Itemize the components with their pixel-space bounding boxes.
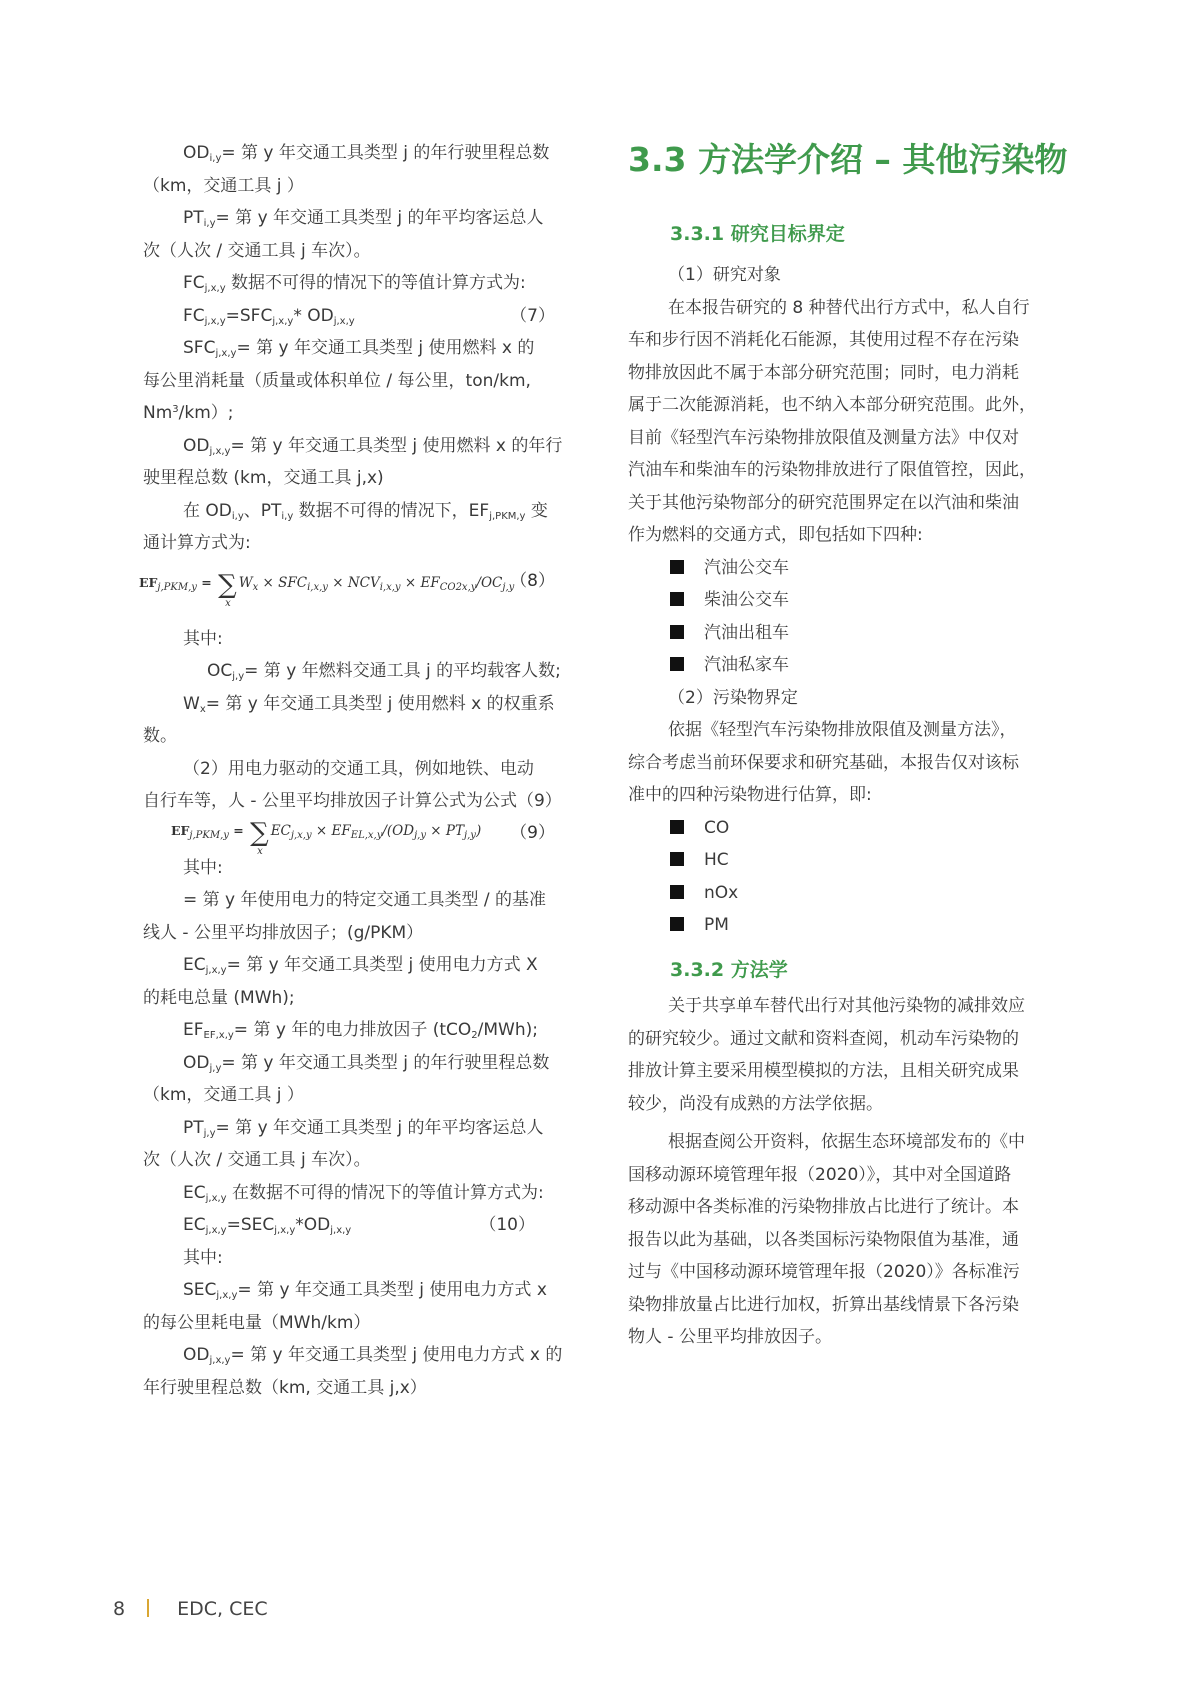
subscript: j,x,y xyxy=(272,315,294,327)
text: （2）用电力驱动的交通工具，例如地铁、电动 xyxy=(183,758,534,779)
square-bullet-icon xyxy=(670,852,684,866)
text-line xyxy=(628,1224,1064,1257)
text: 其中: xyxy=(183,628,223,649)
text: /MWh); xyxy=(477,1020,538,1040)
subscript: j,x,y xyxy=(216,1290,238,1301)
text: = 第 y 年交通工具类型 j 的年平均客运总人 xyxy=(215,1117,544,1138)
text: （2）污染物界定 xyxy=(668,687,798,708)
subscript: 2 xyxy=(471,1030,478,1041)
superscript: 3 xyxy=(172,404,179,415)
square-bullet-icon xyxy=(670,917,684,931)
text: PT xyxy=(183,208,204,228)
text: = 第 y 年交通工具类型 j 使用燃料 x 的权重系 xyxy=(205,693,555,714)
text: EC xyxy=(183,1182,206,1203)
text: 柴油公交车 xyxy=(704,590,789,610)
text-line xyxy=(143,949,575,982)
subscript: j,PKM,y xyxy=(189,829,229,841)
subscript: j,x,y xyxy=(204,283,226,294)
text-line xyxy=(143,1079,575,1112)
text: *OD xyxy=(295,1215,331,1235)
text: = 第 y 年交通工具类型 j 的年行驶里程总数 xyxy=(221,143,550,163)
text-line xyxy=(628,990,1064,1023)
subscript: EL,x,y xyxy=(350,829,383,841)
text: 的研究较少。通过文献和资料查阅，机动车污染物的 xyxy=(628,1028,1019,1049)
text: 自行车等，人 - 公里平均排放因子计算公式为公式（9） xyxy=(143,791,562,811)
right-text-c xyxy=(628,1126,1064,1354)
text-line xyxy=(628,1088,1064,1121)
text: = 第 y 年交通工具类型 j 使用电力方式 X xyxy=(226,955,538,975)
text: × SFC xyxy=(258,574,308,591)
text-line xyxy=(628,1191,1064,1224)
text: = 第 y 年交通工具类型 j 使用电力方式 x xyxy=(237,1280,547,1300)
formula-lhs: EF xyxy=(171,822,190,838)
page-number: 8 xyxy=(113,1598,126,1620)
left-text-c xyxy=(143,852,575,1405)
square-bullet-icon xyxy=(670,560,684,574)
text-line xyxy=(628,324,1064,357)
text-line xyxy=(143,202,575,235)
text: 目前《轻型汽车污染物排放限值及测量方法》中仅对 xyxy=(628,427,1019,448)
equation-number: （7） xyxy=(510,305,555,326)
square-bullet-icon xyxy=(670,820,684,834)
text: 年行驶里程总数（km, 交通工具 j,x） xyxy=(143,1377,427,1398)
text: （km，交通工具 j ） xyxy=(143,1085,304,1105)
text: 作为燃料的交通方式，即包括如下四种: xyxy=(628,525,923,545)
text: 排放计算主要采用模型模拟的方法，且相关研究成果 xyxy=(628,1061,1019,1081)
text: FC xyxy=(183,273,205,293)
text-line xyxy=(628,1126,1064,1159)
text-line xyxy=(628,1055,1064,1088)
text: OD xyxy=(183,1052,210,1073)
list-item xyxy=(628,909,1064,942)
left-column xyxy=(139,137,575,1404)
text-line xyxy=(143,1307,575,1340)
text: 次（人次 / 交通工具 j 车次）。 xyxy=(143,240,371,261)
text-line xyxy=(143,688,575,721)
text: 的耗电总量 (MWh); xyxy=(143,987,295,1008)
text: = 第 y 年交通工具类型 j 的年平均客运总人 xyxy=(215,208,544,228)
text-line xyxy=(143,1242,575,1275)
text: 物排放因此不属于本部分研究范围；同时，电力消耗 xyxy=(628,362,1019,383)
text-line xyxy=(143,1014,575,1047)
text: EF xyxy=(183,1020,204,1040)
text: 过与《中国移动源环境管理年报（2020）》各标准污 xyxy=(628,1262,1020,1282)
sum-index: x xyxy=(257,845,263,857)
text: = 第 y 年交通工具类型 j 的年行驶里程总数 xyxy=(221,1052,550,1073)
text: ) xyxy=(475,822,482,839)
subscript: i,y xyxy=(231,510,244,522)
formula-lhs: EF xyxy=(139,574,158,590)
text: 在 OD xyxy=(183,500,232,521)
text-line xyxy=(143,1209,575,1242)
text-line xyxy=(628,682,1064,715)
subscript: j,x,y xyxy=(209,1355,231,1366)
subscript: x xyxy=(252,581,259,593)
text: 根据查阅公开资料，依据生态环境部发布的《中 xyxy=(668,1132,1025,1152)
text-line xyxy=(143,527,575,560)
text: 汽油私家车 xyxy=(704,655,789,675)
text-line xyxy=(628,519,1064,552)
list-item xyxy=(628,844,1064,877)
text-line xyxy=(628,779,1064,812)
text: 移动源中各类标准的污染物排放占比进行了统计。本 xyxy=(628,1197,1019,1217)
subscript: i,y xyxy=(203,218,216,229)
text: × NCV xyxy=(327,574,380,591)
footer-divider xyxy=(147,1599,149,1617)
subscript: EF,x,y xyxy=(203,1030,234,1041)
text-line xyxy=(628,1321,1064,1354)
text-line xyxy=(143,170,575,203)
text: 综合考虑当前环保要求和研究基础，本报告仅对该标 xyxy=(628,752,1019,773)
text: 关于共享单车替代出行对其他污染物的减排效应 xyxy=(668,996,1025,1016)
subsection-title-3-3-2: 3.3.2 方法学 xyxy=(670,959,788,981)
equation-number: （10） xyxy=(479,1215,535,1235)
subscript: j,y xyxy=(464,829,476,841)
text: 关于其他污染物部分的研究范围界定在以汽油和柴油 xyxy=(628,492,1019,513)
text-line xyxy=(143,884,575,917)
text: 汽油公交车 xyxy=(704,557,789,578)
text: 汽油出租车 xyxy=(704,622,789,643)
text: HC xyxy=(704,850,729,870)
text: 属于二次能源消耗，也不纳入本部分研究范围。此外， xyxy=(628,395,1036,415)
text-line xyxy=(143,397,575,430)
text: /OC xyxy=(476,574,503,591)
text: 每公里消耗量（质量或体积单位 / 每公里，ton/km, xyxy=(143,370,531,391)
text: 数。 xyxy=(143,726,177,746)
text-line xyxy=(143,1274,575,1307)
text: 通计算方式为: xyxy=(143,533,251,553)
text: OD xyxy=(183,143,210,163)
text: =SEC xyxy=(226,1215,275,1235)
text: 、PT xyxy=(243,500,282,521)
text: SEC xyxy=(183,1280,217,1300)
text-line xyxy=(143,785,575,818)
text-line xyxy=(143,1339,575,1372)
text-line xyxy=(628,1289,1064,1322)
page-footer xyxy=(113,1598,268,1620)
equals-sign: = xyxy=(228,822,249,838)
footer-org: EDC, CEC xyxy=(177,1598,268,1620)
square-bullet-icon xyxy=(670,625,684,639)
text-line xyxy=(628,357,1064,390)
text: Nm xyxy=(143,403,173,423)
text: × EF xyxy=(400,574,440,591)
text-line xyxy=(628,259,1064,292)
text-line xyxy=(143,365,575,398)
list-item xyxy=(628,617,1064,650)
text-line xyxy=(628,747,1064,780)
text: /km）; xyxy=(178,403,234,423)
text-line xyxy=(143,720,575,753)
text-line xyxy=(628,1159,1064,1192)
text-line xyxy=(143,430,575,463)
text: 国移动源环境管理年报（2020）》，其中对全国道路 xyxy=(628,1164,1012,1185)
subscript: j,x,y xyxy=(330,1225,352,1236)
text: × EF xyxy=(311,822,351,839)
text: W xyxy=(183,693,200,714)
text-line xyxy=(143,235,575,268)
sum-symbol: ∑ x xyxy=(218,569,237,609)
square-bullet-icon xyxy=(670,885,684,899)
text-line xyxy=(143,332,575,365)
text: = 第 y 年使用电力的特定交通工具类型 / 的基准 xyxy=(183,890,547,910)
text: EC xyxy=(183,955,206,975)
text-line xyxy=(143,655,575,688)
subscript: j,x,y xyxy=(205,965,227,976)
square-bullet-icon xyxy=(670,657,684,671)
text-line xyxy=(143,267,575,300)
text-line xyxy=(143,462,575,495)
text-line xyxy=(143,1177,575,1210)
text: EC xyxy=(183,1215,206,1235)
text-line xyxy=(143,623,575,656)
subscript: i,y xyxy=(209,153,222,164)
text: = 第 y 年燃料交通工具 j 的平均载客人数; xyxy=(244,661,561,681)
text-line xyxy=(628,487,1064,520)
left-text-a xyxy=(143,137,575,560)
text: （1）研究对象 xyxy=(668,265,781,285)
text-line xyxy=(628,1256,1064,1289)
text: 报告以此为基础，以各类国标污染物限值为基准，通 xyxy=(628,1229,1019,1250)
subscript: j,y xyxy=(203,1127,216,1139)
subscript: j,PKM,y xyxy=(489,510,526,522)
text: 车和步行因不消耗化石能源，其使用过程不存在污染 xyxy=(628,330,1019,350)
text-line xyxy=(143,137,575,170)
text: W xyxy=(238,574,253,591)
text: = 第 y 年交通工具类型 j 使用燃料 x 的年行 xyxy=(230,435,563,456)
text: 较少，尚没有成熟的方法学依据。 xyxy=(628,1093,883,1114)
list-item xyxy=(628,812,1064,845)
text-line xyxy=(628,389,1064,422)
text: OD xyxy=(183,1345,210,1365)
text-line xyxy=(628,422,1064,455)
subscript: j,y xyxy=(502,581,515,593)
text-line xyxy=(628,454,1064,487)
right-text-b xyxy=(628,990,1064,1120)
list-item xyxy=(628,649,1064,682)
text: 其中: xyxy=(183,857,223,878)
text: OD xyxy=(183,435,210,456)
subscript: j,y xyxy=(232,671,245,682)
text-line xyxy=(143,495,575,528)
text: CO xyxy=(704,817,730,838)
text: 在数据不可得的情况下的等值计算方式为: xyxy=(226,1182,544,1203)
text: = 第 y 年交通工具类型 j 使用燃料 x 的 xyxy=(236,338,535,358)
subsection-title-3-3-1: 3.3.1 研究目标界定 xyxy=(670,223,845,245)
text: 染物排放量占比进行加权，折算出基线情景下各污染 xyxy=(628,1294,1019,1315)
text: EC xyxy=(270,822,291,839)
formula-9 xyxy=(171,817,575,857)
text-line xyxy=(143,852,575,885)
text-line xyxy=(628,1023,1064,1056)
text: 依据《轻型汽车污染物排放限值及测量方法》， xyxy=(668,720,1017,740)
text: nOx xyxy=(704,882,739,903)
text: FC xyxy=(183,305,205,326)
subscript: CO2x,y xyxy=(439,581,477,593)
text: 其中: xyxy=(183,1247,223,1268)
text: * OD xyxy=(293,305,334,326)
subscript: j,x,y xyxy=(274,1225,296,1236)
text-line xyxy=(628,714,1064,747)
subscript: j,x,y xyxy=(333,315,355,327)
text-line xyxy=(143,300,575,333)
text: 驶里程总数 (km，交通工具 j,x) xyxy=(143,468,384,488)
text: × PT xyxy=(426,822,464,839)
subscript: j,y xyxy=(414,829,427,841)
text-line xyxy=(143,1112,575,1145)
list-item xyxy=(628,552,1064,585)
text: 在本报告研究的 8 种替代出行方式中，私人自行 xyxy=(668,297,1030,318)
sum-index: x xyxy=(225,597,231,609)
text-line xyxy=(628,292,1064,325)
equation-number: （9） xyxy=(510,822,555,843)
right-text-a xyxy=(628,259,1064,942)
subscript: j,x,y xyxy=(290,829,312,841)
sum-symbol: ∑ x xyxy=(250,817,269,857)
subscript: j,x,y xyxy=(215,348,237,359)
subscript: x xyxy=(199,703,206,715)
subscript: j,x,y xyxy=(205,1225,227,1236)
text: /(OD xyxy=(382,822,415,839)
text: OC xyxy=(207,661,233,681)
formula-8 xyxy=(139,560,575,623)
subscript: i,x,y xyxy=(307,581,328,593)
subscript: i,x,y xyxy=(379,581,401,593)
text-line xyxy=(143,1372,575,1405)
list-item xyxy=(628,877,1064,910)
text: 数据不可得的情况下的等值计算方式为: xyxy=(225,273,526,293)
left-text-b xyxy=(143,623,575,818)
equals-sign: = xyxy=(196,574,217,590)
text: = 第 y 年交通工具类型 j 使用电力方式 x 的 xyxy=(230,1345,563,1365)
text: 物人 - 公里平均排放因子。 xyxy=(628,1327,832,1347)
text: 汽油车和柴油车的污染物排放进行了限值管控，因此， xyxy=(628,460,1036,480)
text: 数据不可得的情况下，EF xyxy=(293,500,490,521)
subscript: j,y xyxy=(209,1062,222,1074)
text: PT xyxy=(183,1117,204,1138)
square-bullet-icon xyxy=(670,592,684,606)
text: = 第 y 年的电力排放因子 (tCO xyxy=(233,1020,472,1040)
equation-number: （8） xyxy=(510,570,555,591)
text-line xyxy=(143,1144,575,1177)
text-line xyxy=(143,917,575,950)
list-item xyxy=(628,584,1064,617)
text: PM xyxy=(704,915,729,935)
text: =SFC xyxy=(225,305,273,326)
text: 的每公里耗电量（MWh/km） xyxy=(143,1312,371,1333)
text: （km，交通工具 j ） xyxy=(143,175,304,196)
text: 变 xyxy=(525,500,548,521)
subscript: j,PKM,y xyxy=(157,581,197,593)
subscript: j,x,y xyxy=(204,315,226,327)
text-line xyxy=(143,753,575,786)
text: 次（人次 / 交通工具 j 车次）。 xyxy=(143,1150,371,1170)
subscript: j,x,y xyxy=(209,445,231,457)
text: SFC xyxy=(183,338,216,358)
text: 准中的四种污染物进行估算，即: xyxy=(628,785,872,805)
subscript: j,x,y xyxy=(205,1192,227,1204)
text-line xyxy=(143,1047,575,1080)
subscript: i,y xyxy=(281,510,294,522)
text-line xyxy=(143,982,575,1015)
text: 线人 - 公里平均排放因子；(g/PKM） xyxy=(143,922,424,943)
section-title: 3.3 方法学介绍 – 其他污染物 xyxy=(628,140,1068,179)
